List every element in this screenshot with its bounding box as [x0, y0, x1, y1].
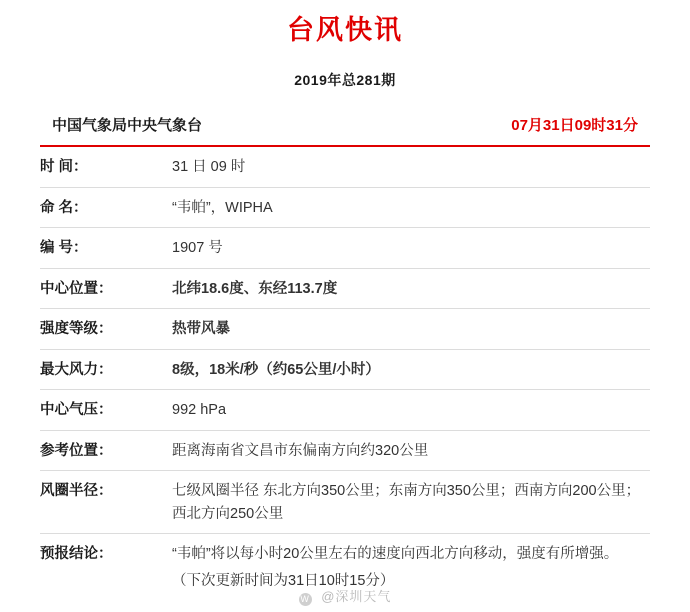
table-row — [40, 268, 650, 308]
table-row — [40, 187, 650, 227]
weibo-icon: W — [300, 594, 310, 604]
row-label: 中心气压： — [40, 390, 172, 430]
row-label: 最大风力： — [40, 349, 172, 389]
issuing-organization: 中国气象局中央气象台 — [52, 117, 203, 135]
row-label: 预报结论： — [40, 546, 113, 563]
table-row — [40, 147, 650, 187]
row-value: 距离海南省文昌市东偏南方向约320公里 — [172, 430, 650, 470]
row-value: 8级，18米/秒（约65公里/小时） — [172, 349, 650, 389]
table-row — [40, 430, 650, 470]
watermark-text: @深圳天气 — [321, 589, 392, 604]
row-value: 北纬18.6度、东经113.7度 — [172, 268, 650, 308]
row-value: 992 hPa — [172, 390, 650, 430]
row-value: “韦帕”，WIPHA — [172, 187, 650, 227]
row-label: 风圈半径： — [40, 471, 172, 534]
table-row — [40, 309, 650, 349]
issue-timestamp: 07月31日09时31分 — [511, 117, 638, 135]
bulletin-table — [40, 147, 650, 600]
byline — [0, 114, 690, 135]
watermark — [0, 586, 690, 606]
table-row — [40, 349, 650, 389]
row-label: 强度等级： — [40, 309, 172, 349]
forecast-text: “韦帕”将以每小时20公里左右的速度向西北方向移动，强度有所增强。 — [172, 546, 619, 563]
row-label: 中心位置： — [40, 268, 172, 308]
page-title: 台风快讯 — [287, 15, 403, 45]
row-value: 31 日 09 时 — [172, 147, 650, 187]
issue-number: 2019年总281期 — [294, 72, 396, 89]
table-row — [40, 228, 650, 268]
row-label: 命 名： — [40, 187, 172, 227]
table-row — [40, 390, 650, 430]
row-label: 编 号： — [40, 228, 172, 268]
row-value: 1907 号 — [172, 228, 650, 268]
row-value: 热带风暴 — [172, 309, 650, 349]
table-row — [40, 471, 650, 534]
next-update-note: （下次更新时间为31日10时15分） — [172, 572, 395, 589]
row-value: 七级风圈半径 东北方向350公里；东南方向350公里；西南方向200公里；西北方向250公里 — [172, 471, 650, 534]
row-label: 时 间： — [40, 147, 172, 187]
row-label: 参考位置： — [40, 430, 172, 470]
